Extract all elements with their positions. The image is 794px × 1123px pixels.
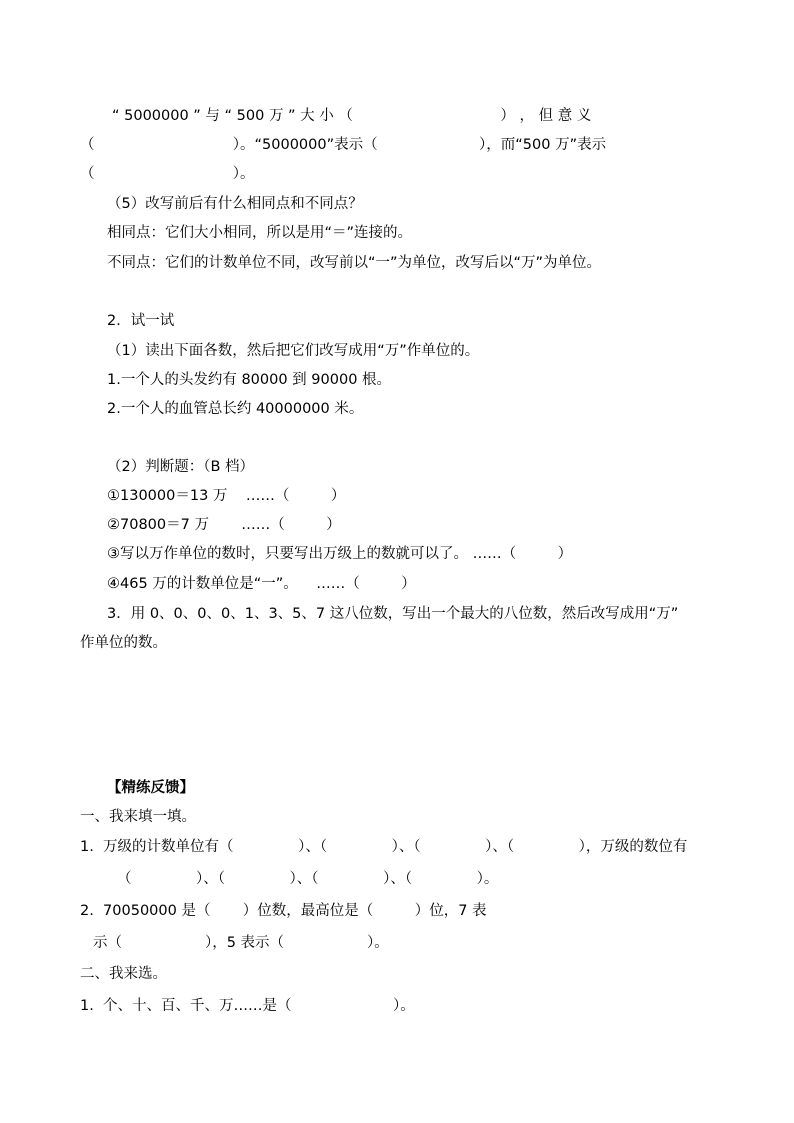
text-line-17: 作单位的数。: [80, 635, 167, 651]
section-heading-practice: 【精练反馈】: [107, 780, 194, 796]
text-line-12: ①130000＝13 万 ……（ ）: [107, 488, 346, 504]
text-line-9: 1.一个人的头发约有 80000 到 90000 根。: [107, 372, 392, 388]
text-line-16: 3．用 0、0、0、0、1、3、5、7 这八位数，写出一个最大的八位数，然后改写成用“万”: [107, 606, 679, 622]
text-line-14: ③写以万作单位的数时，只要写出万级上的数就可以了。 ……（ ）: [107, 546, 573, 562]
text-line-11: （2）判断题：（B 档）: [107, 459, 255, 475]
text-line-13: ②70800＝7 万 ……（ ）: [107, 517, 341, 533]
text-line-5: 相同点：它们大小相同，所以是用“＝”连接的。: [107, 225, 413, 241]
text-line-6: 不同点：它们的计数单位不同，改写前以“一”为单位，改写后以“万”为单位。: [107, 255, 602, 271]
text-line-24: 二、我来选。: [80, 966, 167, 982]
text-line-15: ④465 万的计数单位是“一”。 ……（ ）: [107, 576, 416, 592]
text-line-22: 2. 70050000 是（ ）位数，最高位是（ ）位，7 表: [80, 903, 487, 919]
text-line-19: 一、我来填一填。: [80, 809, 196, 825]
text-line-21: （ ）、（ ）、（ ）、（ ）。: [117, 871, 499, 887]
text-line-4: （5）改写前后有什么相同点和不同点？: [107, 196, 363, 212]
text-line-1: “ 5000000 ” 与 “ 500 万 ” 大 小 （ ） ， 但 意 义: [112, 108, 592, 124]
section-heading-try: 2．试一试: [107, 313, 175, 329]
text-line-8: （1）读出下面各数，然后把它们改写成用“万”作单位的。: [107, 343, 480, 359]
text-line-23: 示（ ），5 表示（ ）。: [93, 935, 389, 951]
text-line-10: 2.一个人的血管总长约 40000000 米。: [107, 401, 364, 417]
text-line-20: 1. 万级的计数单位有（ ）、（ ）、（ ）、（ ），万级的数位有: [80, 839, 688, 855]
text-line-2: （ ）。“5000000”表示（ ），而“500 万”表示: [80, 137, 607, 153]
text-line-25: 1. 个、十、百、千、万……是（ ）。: [80, 998, 415, 1014]
text-line-3: （ ）。: [80, 166, 255, 182]
